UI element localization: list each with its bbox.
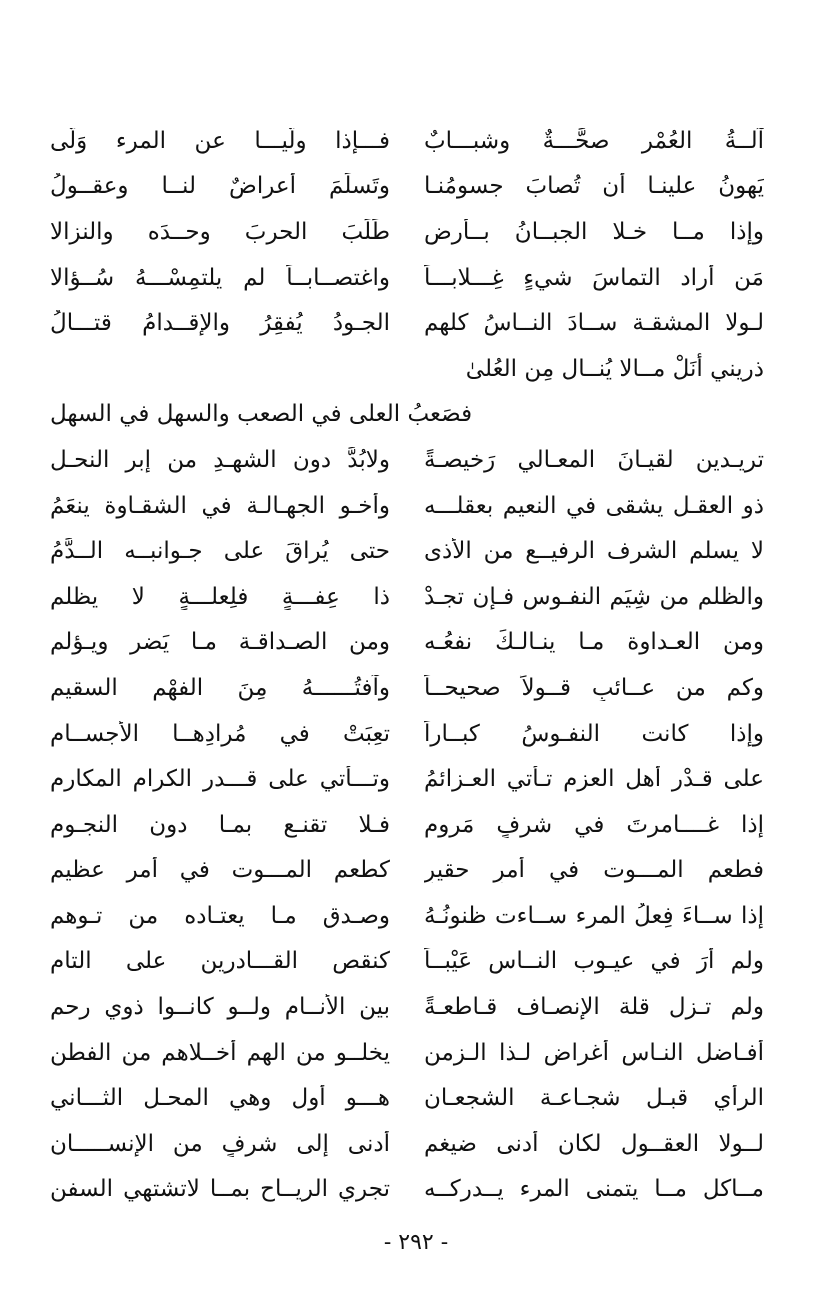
hemistich-left: أدنى إلى شرفٍ من الإنســـــان (50, 1130, 390, 1157)
hemistich-left: وتَسلَمَ أعراضٌ لنــا وعقــولُ (50, 173, 390, 200)
verse-first-half: ذريني أنَلْ مــالا يُنــال مِن العُلىٰ (465, 355, 764, 382)
hemistich-left: كنقص القـــادرين على التام (50, 948, 390, 975)
couplet (50, 620, 764, 666)
hemistich-right: على قـدْرِ أهل العزم تـأتي العـزائمُ (424, 766, 764, 793)
hemistich-left: بين الأنــام ولــو كانــوا ذوي رحم (50, 994, 390, 1021)
hemistich-right: يَهونُ علينـا أن تُصابَ جسومُنـا (424, 173, 764, 200)
hemistich-right: ومن العـداوة مـا ينـالـكَ نفعُـه (424, 629, 764, 656)
hemistich-left: واغتصــابــاً لم يلتمِسْـــهُ سُــؤالا (50, 264, 390, 291)
couplet (50, 437, 764, 483)
couplet (50, 756, 764, 802)
couplet (50, 118, 764, 164)
hemistich-right: ذو العقـل يشقى في النعيم بعقلـــه (424, 492, 764, 519)
hemistich-right: ولم تـزل قلة الإنصـاف قـاطعـةً (424, 994, 764, 1021)
hemistich-left: ومن الصـداقـة مـا يَضر ويـؤلم (50, 629, 390, 656)
couplet (50, 164, 764, 210)
hemistich-right: ولم أرَ في عيـوب النــاس عَيْبــاً (424, 948, 764, 975)
hemistich-left: وصـدق مـا يعتـاده من تـوهم (50, 902, 390, 929)
couplet (50, 209, 764, 255)
hemistich-left: فـلا تقنـع بمـا دون النجـوم (50, 811, 390, 838)
hemistich-left: تعِبَتْ في مُرادِهــا الأجســام (50, 720, 390, 747)
hemistich-left: ذا عِفـــةٍ فلِعلـــةٍ لا يظلم (50, 583, 390, 610)
couplet (50, 711, 764, 757)
single-verse-line (50, 346, 764, 392)
couplet (50, 984, 764, 1030)
couplet (50, 255, 764, 301)
couplet (50, 802, 764, 848)
couplet (50, 574, 764, 620)
couplet (50, 1121, 764, 1167)
hemistich-left: الجـودُ يُفقِرُ والإقــدامُ قتـــالُ (50, 310, 390, 337)
single-verse-line (50, 392, 764, 438)
couplet (50, 665, 764, 711)
hemistich-left: حتى يُراقَ على جـوانبــه الــدَّمُ (50, 538, 390, 565)
hemistich-right: آلــةُ العُمْرِ صحَّـــةٌ وشبـــابٌ (424, 127, 764, 154)
hemistich-right: فطعم المـــوت في أمرٍ حقيرٍ (424, 857, 764, 884)
hemistich-left: وأخـو الجهـالـة في الشقـاوة ينعَمُ (50, 492, 390, 519)
hemistich-right: مــاكل مــا يتمنى المرء يــدركــه (424, 1176, 764, 1203)
couplet (50, 1075, 764, 1121)
hemistich-right: وكم من عــائبٍ قــولاً صحيحــاً (424, 674, 764, 701)
hemistich-right: أفـاضل النـاس أغراض لـذا الـزمنِ (424, 1039, 764, 1066)
hemistich-left: فـــإذا ولَّيـــا عن المرء وَلّى (50, 127, 390, 154)
verse-second-half: فصَعبُ العلى في الصعب والسهل في السهل (50, 401, 473, 428)
hemistich-left: طَلَبَ الحربَ وحــدَه والنزالا (50, 218, 390, 245)
couplet (50, 1030, 764, 1076)
couplet (50, 1167, 764, 1213)
hemistich-right: تريـدين لقيـانَ المعـالي رَخيصـةً (424, 446, 764, 473)
hemistich-right: وإذا كانت النفـوسُ كبــاراً (424, 720, 764, 747)
couplet (50, 528, 764, 574)
poem-body (50, 118, 764, 1212)
hemistich-left: وآفتُــــــهُ مِنَ الفهْم السقيم (50, 674, 390, 701)
couplet (50, 893, 764, 939)
hemistich-left: هـــو أول وهي المحـل الثـــاني (50, 1085, 390, 1112)
hemistich-right: لا يسلم الشرف الرفيــع من الأذى (424, 538, 764, 565)
hemistich-right: الرأي قبـل شجـاعـة الشجعـان (424, 1085, 764, 1112)
hemistich-right: لــولا العقــول لكان أدنى ضيغمٍ (424, 1130, 764, 1157)
hemistich-left: كطعم المـــوت في أمر عظيم (50, 857, 390, 884)
hemistich-right: إذا ســاءَ فِعلُ المرء ســاءت ظنونُـهُ (424, 902, 764, 929)
page-number: - ٢٩٢ - (383, 1230, 449, 1255)
hemistich-right: لـولا المشقـة ســادَ النــاسُ كلهم (424, 310, 764, 337)
hemistich-right: وإذا مــا خـلا الجبــانُ بــأرضٍ (424, 218, 764, 245)
couplet (50, 939, 764, 985)
couplet (50, 300, 764, 346)
hemistich-left: يخلــو من الهم أخــلاهم من الفطنِ (50, 1039, 390, 1066)
hemistich-left: وتـــأتي على قـــدر الكرام المكارم (50, 766, 390, 793)
hemistich-right: مَن أراد التماسَ شيءٍ غِـــلابـــاً (424, 264, 764, 291)
hemistich-left: تجري الريــاح بمــا لاتشتهي السفن (50, 1176, 390, 1203)
hemistich-right: والظلم من شِيَم النفـوس فـإن تجـدْ (424, 583, 764, 610)
hemistich-left: ولابُدَّ دون الشهـدِ من إبر النحـل (50, 446, 390, 473)
couplet (50, 483, 764, 529)
hemistich-right: إذا غــــامرتَ في شرفٍ مَرومٍ (424, 811, 764, 838)
couplet (50, 848, 764, 894)
